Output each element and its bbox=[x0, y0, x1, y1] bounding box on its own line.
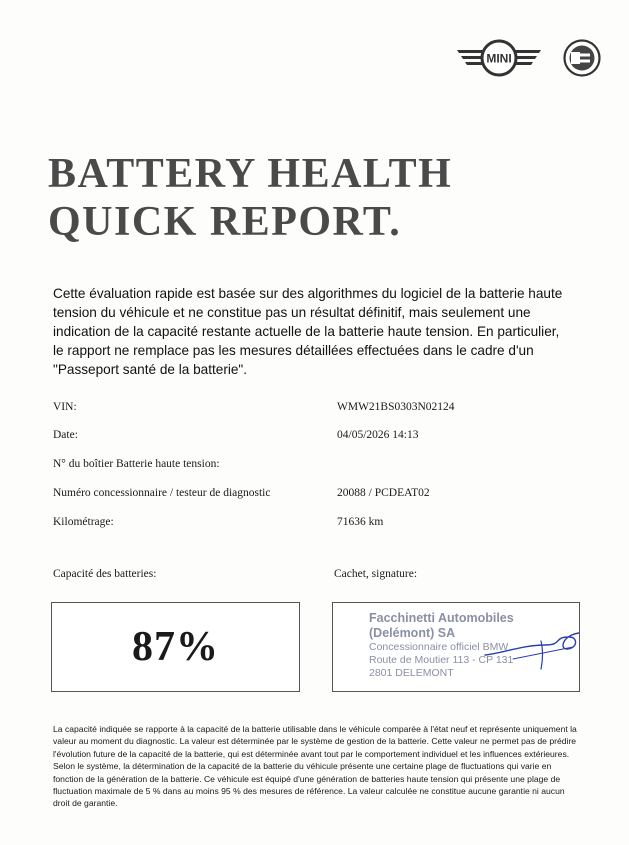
battery-capacity-box bbox=[51, 602, 300, 692]
vin-value: WMW21BS0303N02124 bbox=[337, 401, 455, 413]
intro-paragraph: Cette évaluation rapide est basée sur des algorithmes du logiciel de la batterie haute tension du véhicule et ne constitue pas un résultat définitif, mais seulement une indication de la capacité restante actuelle de la batterie haute tension. En particulier, le rapport ne remplace pas les mesures détaillées effectuées dans le cadre d'un "Passeport santé de la batterie". bbox=[53, 286, 563, 377]
date-label: Date: bbox=[53, 429, 78, 441]
stamp-line-3: Concessionnaire officiel BMW bbox=[369, 641, 509, 653]
stamp-signature-box bbox=[332, 602, 580, 692]
disclaimer-footnote: La capacité indiquée se rapporte à la capacité de la batterie utilisable dans le véhicule comparée à l'état neuf et représente uniquement la valeur au moment du diagnostic. La valeur est déterminée par le système de gestion de la batterie. Cette valeur ne permet pas de prédire l'évolution future de la capacité de la batterie, qui est déterminée avant tout par le comportement individuel et les influences extérieures. Selon le système, la détermination de la capacité de la batterie du véhicule présente une certaine plage de fluctuations qui varie en fonction de la génération de la batterie. Ce véhicule est équipé d'une génération de batteries haute tension qui présente une plage de fluctuation maximale de 5 % dans au moins 95 % des mesures de référence. La valeur calculée ne constitue aucune garantie ni aucun droit de garantie. bbox=[53, 724, 577, 809]
header-logos bbox=[455, 38, 601, 78]
mini-logo bbox=[455, 38, 543, 78]
handwritten-signature bbox=[483, 615, 580, 675]
dealer-tester-value: 20088 / PCDEAT02 bbox=[337, 487, 430, 499]
stamp-line-5: 2801 DELEMONT bbox=[369, 667, 454, 679]
stamp-signature-label: Cachet, signature: bbox=[334, 568, 418, 580]
battery-capacity-label: Capacité des batteries: bbox=[53, 568, 157, 580]
report-title-line-2: QUICK REPORT. bbox=[48, 199, 402, 245]
dealer-tester-label: Numéro concessionnaire / testeur de diagnostic bbox=[53, 487, 271, 499]
mileage-label: Kilométrage: bbox=[53, 516, 114, 528]
stamp-line-4: Route de Moutier 113 - CP 131 bbox=[369, 654, 514, 666]
report-title bbox=[48, 150, 452, 246]
vin-label: VIN: bbox=[53, 401, 77, 413]
field-row-dealer bbox=[53, 487, 593, 505]
report-title-line-1: BATTERY HEALTH bbox=[48, 151, 453, 197]
mini-logo-text: MINI bbox=[486, 51, 512, 66]
field-row-battery-box bbox=[53, 458, 593, 476]
date-value: 04/05/2026 14:13 bbox=[337, 429, 419, 441]
battery-capacity-value: 87% bbox=[132, 624, 219, 670]
field-row-mileage bbox=[53, 516, 593, 534]
mileage-value: 71636 km bbox=[337, 516, 384, 528]
field-row-vin bbox=[53, 401, 593, 419]
stamp-line-1: Facchinetti Automobiles bbox=[369, 611, 514, 625]
field-row-date bbox=[53, 429, 593, 447]
electric-plug-icon bbox=[563, 39, 601, 77]
battery-box-number-label: N° du boîtier Batterie haute tension: bbox=[53, 458, 220, 470]
stamp-line-2: (Delémont) SA bbox=[369, 626, 456, 640]
